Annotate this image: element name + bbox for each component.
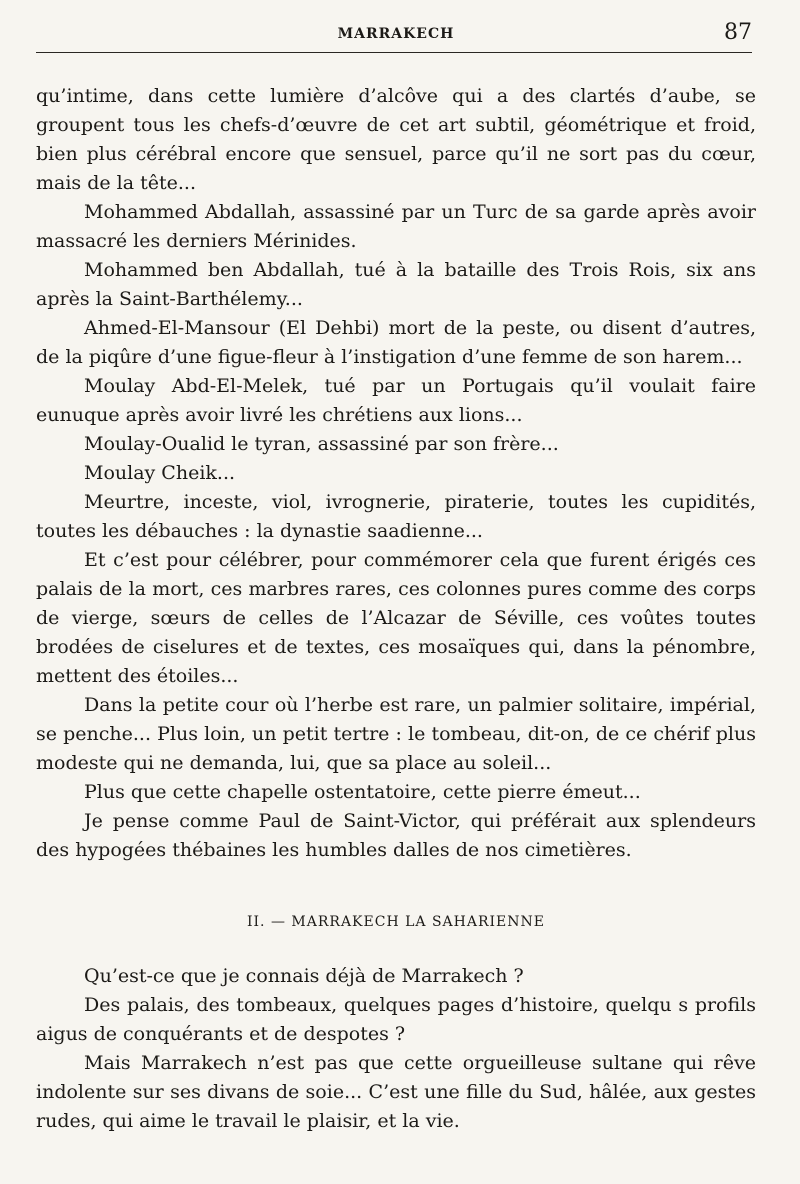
paragraph: Mais Marrakech n’est pas que cette orgueilleuse sultane qui rêve indolente sur ses divans de soie... C’est une fille du Sud, hâlée, aux gestes rudes, qui aime le travail le plaisir, et la vie. [36, 1052, 756, 1132]
paragraph: Mohammed Abdallah, assassiné par un Turc de sa garde après avoir massacré les derniers Mérinides. [36, 201, 756, 252]
paragraph: Plus que cette chapelle ostentatoire, cette pierre émeut... [84, 781, 641, 803]
running-head [36, 20, 756, 54]
paragraph: Dans la petite cour où l’herbe est rare, un palmier solitaire, impérial, se penche... Plus loin, un petit tertre : le tombeau, dit-on, de ce chérif plus modeste qui ne demanda, lui, que sa place au soleil... [36, 694, 756, 774]
paragraph: Je pense comme Paul de Saint-Victor, qui préférait aux splendeurs des hypogées thébaines les humbles dalles de nos cimetières. [36, 810, 756, 861]
paragraph: Mohammed ben Abdallah, tué à la bataille des Trois Rois, six ans après la Saint-Barthélemy... [36, 259, 756, 310]
page-number: 87 [724, 20, 752, 45]
running-title: MARRAKECH [337, 26, 455, 42]
paragraph: Meurtre, inceste, viol, ivrognerie, piraterie, toutes les cupidités, toutes les débauches : la dynastie saadienne... [36, 491, 756, 542]
paragraph: Des palais, des tombeaux, quelques pages d’histoire, quelqu s profils aigus de conquérants et de despotes ? [36, 994, 756, 1045]
paragraph: Moulay Cheik... [84, 462, 236, 484]
paragraph: qu’intime, dans cette lumière d’alcôve qui a des clartés d’aube, se groupent tous les chefs-d’œuvre de cet art subtil, géométrique et froid, bien plus cérébral encore que sensuel, parce qu’il ne sort pas du cœur, mais de la tête... [36, 85, 756, 194]
body-text [36, 82, 756, 865]
paragraph: Moulay-Oualid le tyran, assassiné par son frère... [84, 433, 559, 455]
paragraph: Moulay Abd-El-Melek, tué par un Portugais qu’il voulait faire eunuque après avoir livré les chrétiens aux lions... [36, 375, 756, 426]
paragraph: Qu’est-ce que je connais déjà de Marrakech ? [84, 965, 524, 987]
book-page [36, 0, 756, 1184]
paragraph: Ahmed-El-Mansour (El Dehbi) mort de la peste, ou disent d’autres, de la piqûre d’une figue-fleur à l’instigation d’une femme de son harem... [36, 317, 756, 368]
section-text [36, 962, 756, 1136]
section-heading: II. — MARRAKECH LA SAHARIENNE [247, 914, 545, 930]
header-rule [36, 52, 752, 53]
paragraph: Et c’est pour célébrer, pour commémorer cela que furent érigés ces palais de la mort, ces marbres rares, ces colonnes pures comme des corps de vierge, sœurs de celles de l’Alcazar de Séville, ces voûtes toutes brodées de ciselures et de textes, ces mosaïques qui, dans la pénombre, mettent des étoiles... [36, 549, 756, 687]
